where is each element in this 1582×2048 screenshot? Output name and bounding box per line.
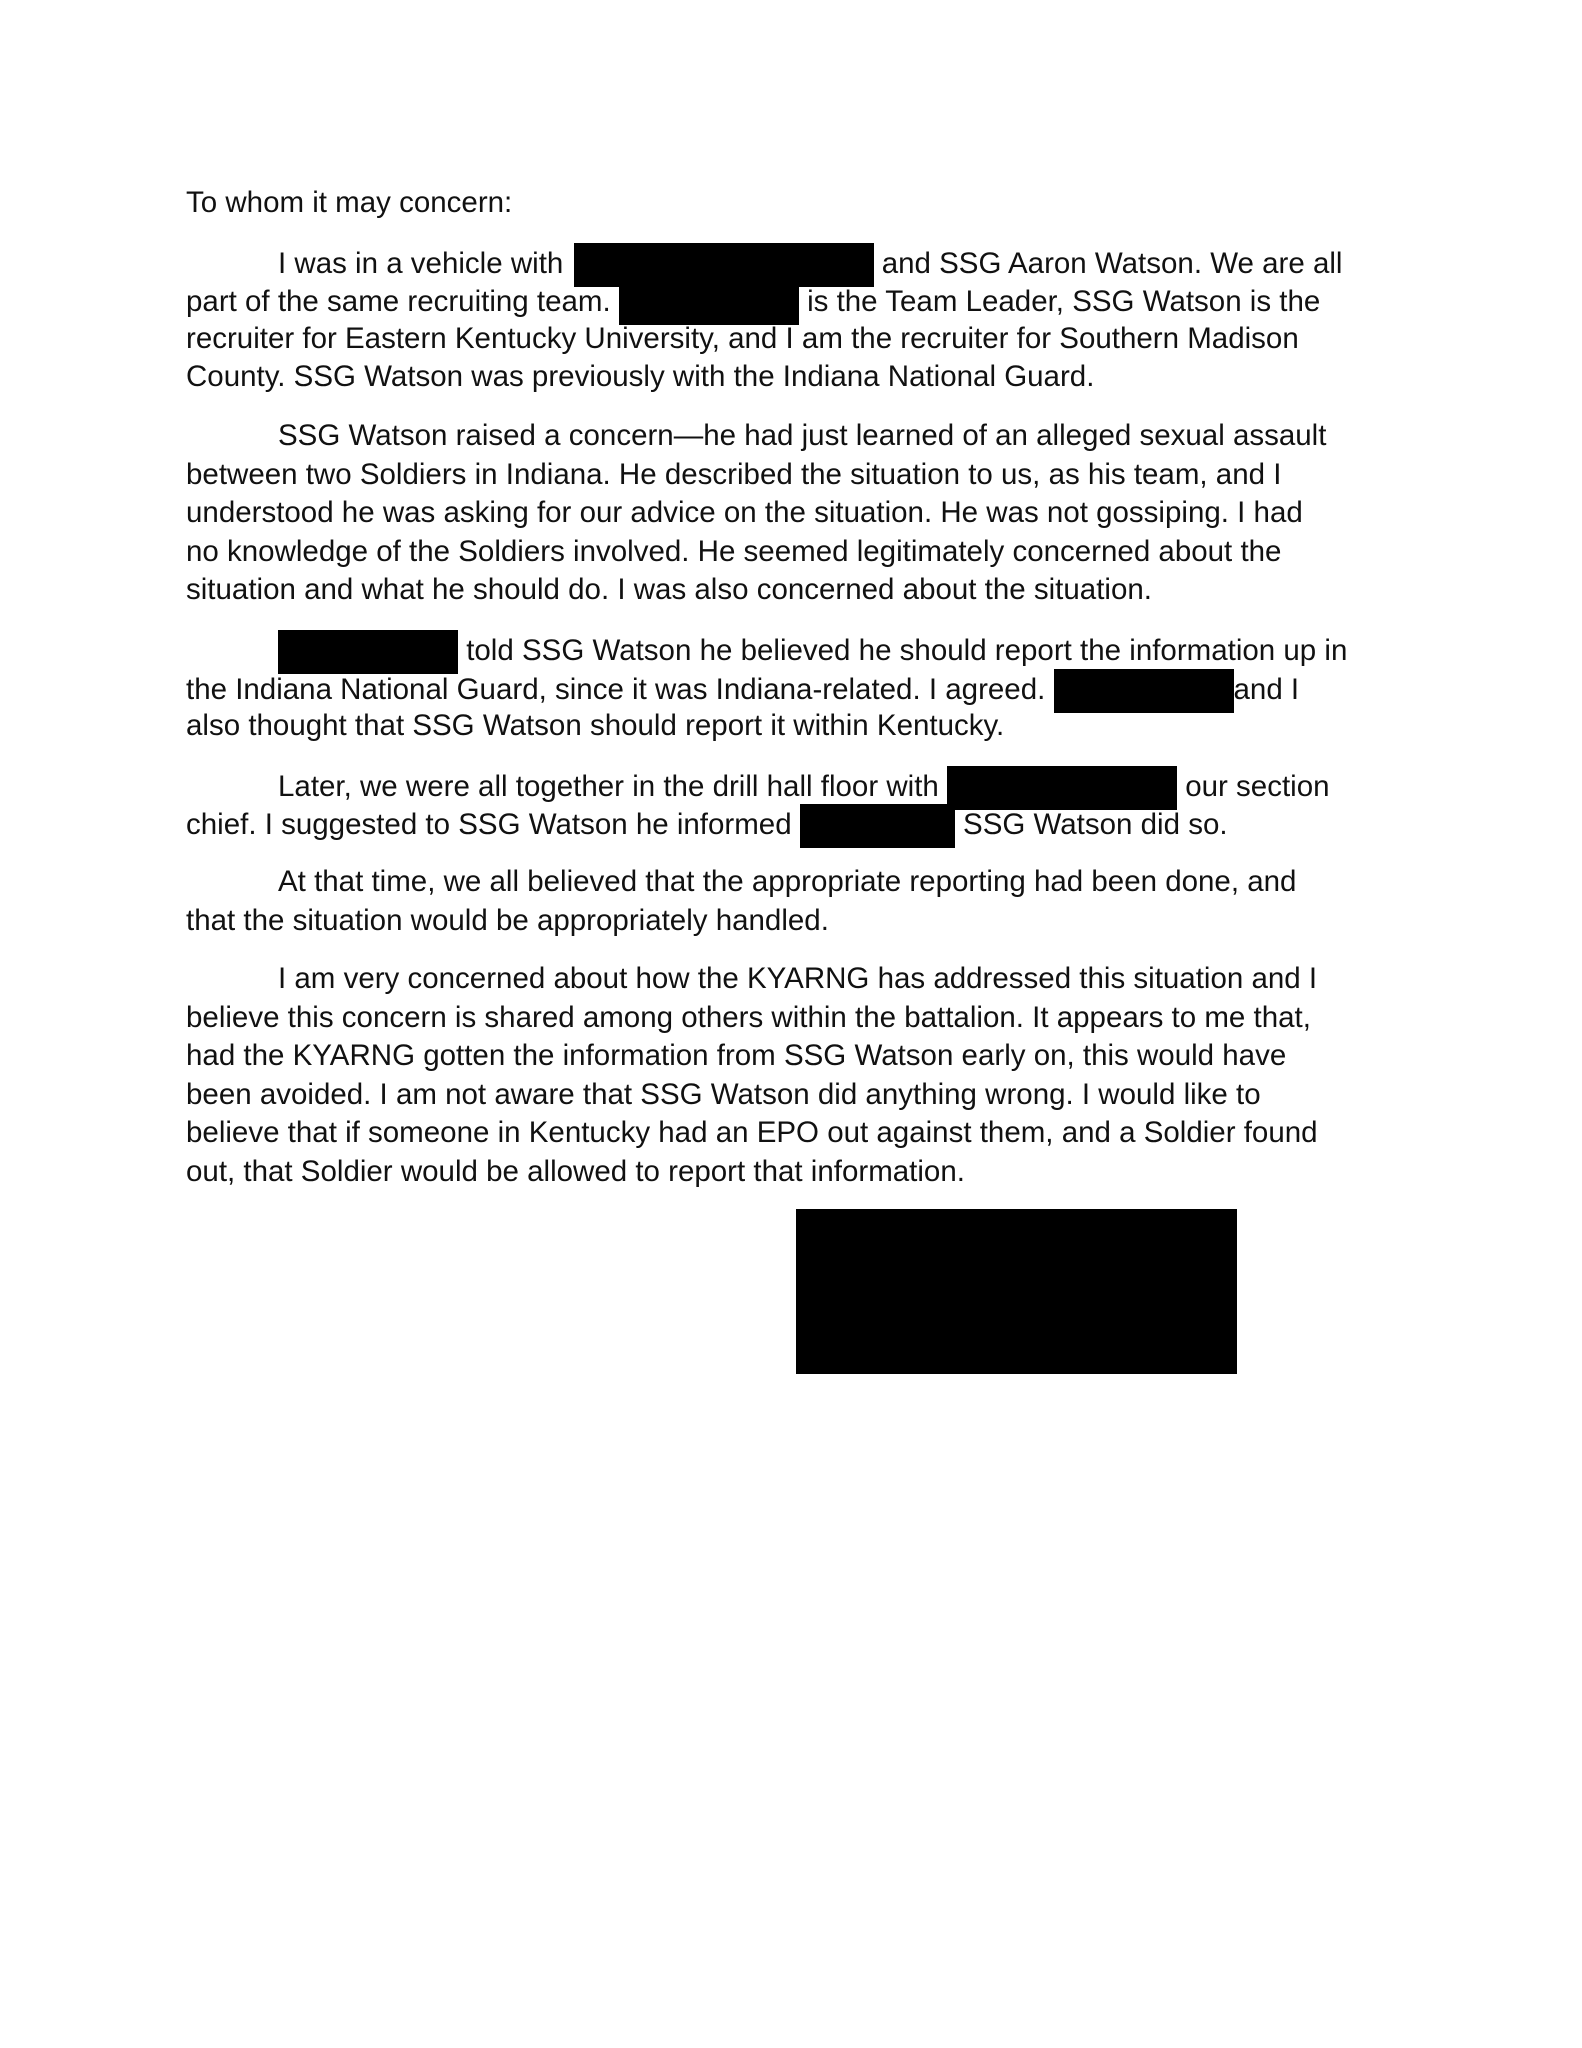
p3-text: the Indiana National Guard, since it was Indiana-related. I agreed. <box>186 672 1046 706</box>
redaction-block <box>1054 669 1234 713</box>
p2-text: situation and what he should do. I was also concerned about the situation. <box>186 573 1152 607</box>
p2-text: between two Soldiers in Indiana. He described the situation to us, as his team, and I <box>186 457 1282 491</box>
p3-text: also thought that SSG Watson should report it within Kentucky. <box>186 709 1005 743</box>
paragraph-5 <box>186 863 1401 940</box>
redaction-block <box>574 243 874 287</box>
paragraph-6 <box>186 960 1401 1192</box>
p1-text: County. SSG Watson was previously with the Indiana National Guard. <box>186 360 1095 394</box>
paragraph-4 <box>186 766 1401 843</box>
p4-text: chief. I suggested to SSG Watson he informed <box>186 808 792 842</box>
salutation: To whom it may concern: <box>186 186 513 219</box>
p5-text: that the situation would be appropriately handled. <box>186 903 829 937</box>
p4-text: our section <box>1185 769 1330 803</box>
p2-text: SSG Watson raised a concern—he had just learned of an alleged sexual assault <box>278 418 1327 452</box>
p1-text: part of the same recruiting team. <box>186 285 611 319</box>
p2-text: no knowledge of the Soldiers involved. He seemed legitimately concerned about the <box>186 534 1282 568</box>
p2-text: understood he was asking for our advice on the situation. He was not gossiping. I had <box>186 496 1303 530</box>
p1-text: recruiter for Eastern Kentucky University, and I am the recruiter for Southern Madison <box>186 321 1299 355</box>
p4-text: SSG Watson did so. <box>963 808 1228 842</box>
paragraph-1 <box>186 243 1401 397</box>
paragraph-3 <box>186 630 1401 746</box>
p1-text: and SSG Aaron Watson. We are all <box>881 246 1343 280</box>
letter-body <box>186 184 1401 1212</box>
p1-text: is the Team Leader, SSG Watson is the <box>807 285 1321 319</box>
p6-text: been avoided. I am not aware that SSG Watson did anything wrong. I would like to <box>186 1077 1261 1111</box>
redaction-block <box>800 804 955 848</box>
redacted-signature-block <box>796 1209 1237 1374</box>
p6-text: I am very concerned about how the KYARNG has addressed this situation and I <box>278 962 1318 996</box>
p6-text: had the KYARNG gotten the information from SSG Watson early on, this would have <box>186 1039 1287 1073</box>
p6-text: believe this concern is shared among others within the battalion. It appears to me that, <box>186 1000 1311 1034</box>
p1-text: I was in a vehicle with <box>278 246 564 280</box>
p4-text: Later, we were all together in the drill hall floor with <box>278 769 939 803</box>
redaction-block <box>278 630 458 674</box>
redaction-block <box>619 281 799 325</box>
redaction-block <box>947 766 1177 810</box>
p6-text: out, that Soldier would be allowed to report that information. <box>186 1155 965 1189</box>
p3-text: and I <box>1233 672 1300 706</box>
paragraph-2 <box>186 417 1401 610</box>
p6-text: believe that if someone in Kentucky had an EPO out against them, and a Soldier found <box>186 1116 1318 1150</box>
p5-text: At that time, we all believed that the appropriate reporting had been done, and <box>278 864 1297 898</box>
p3-text: told SSG Watson he believed he should report the information up in <box>466 633 1348 667</box>
